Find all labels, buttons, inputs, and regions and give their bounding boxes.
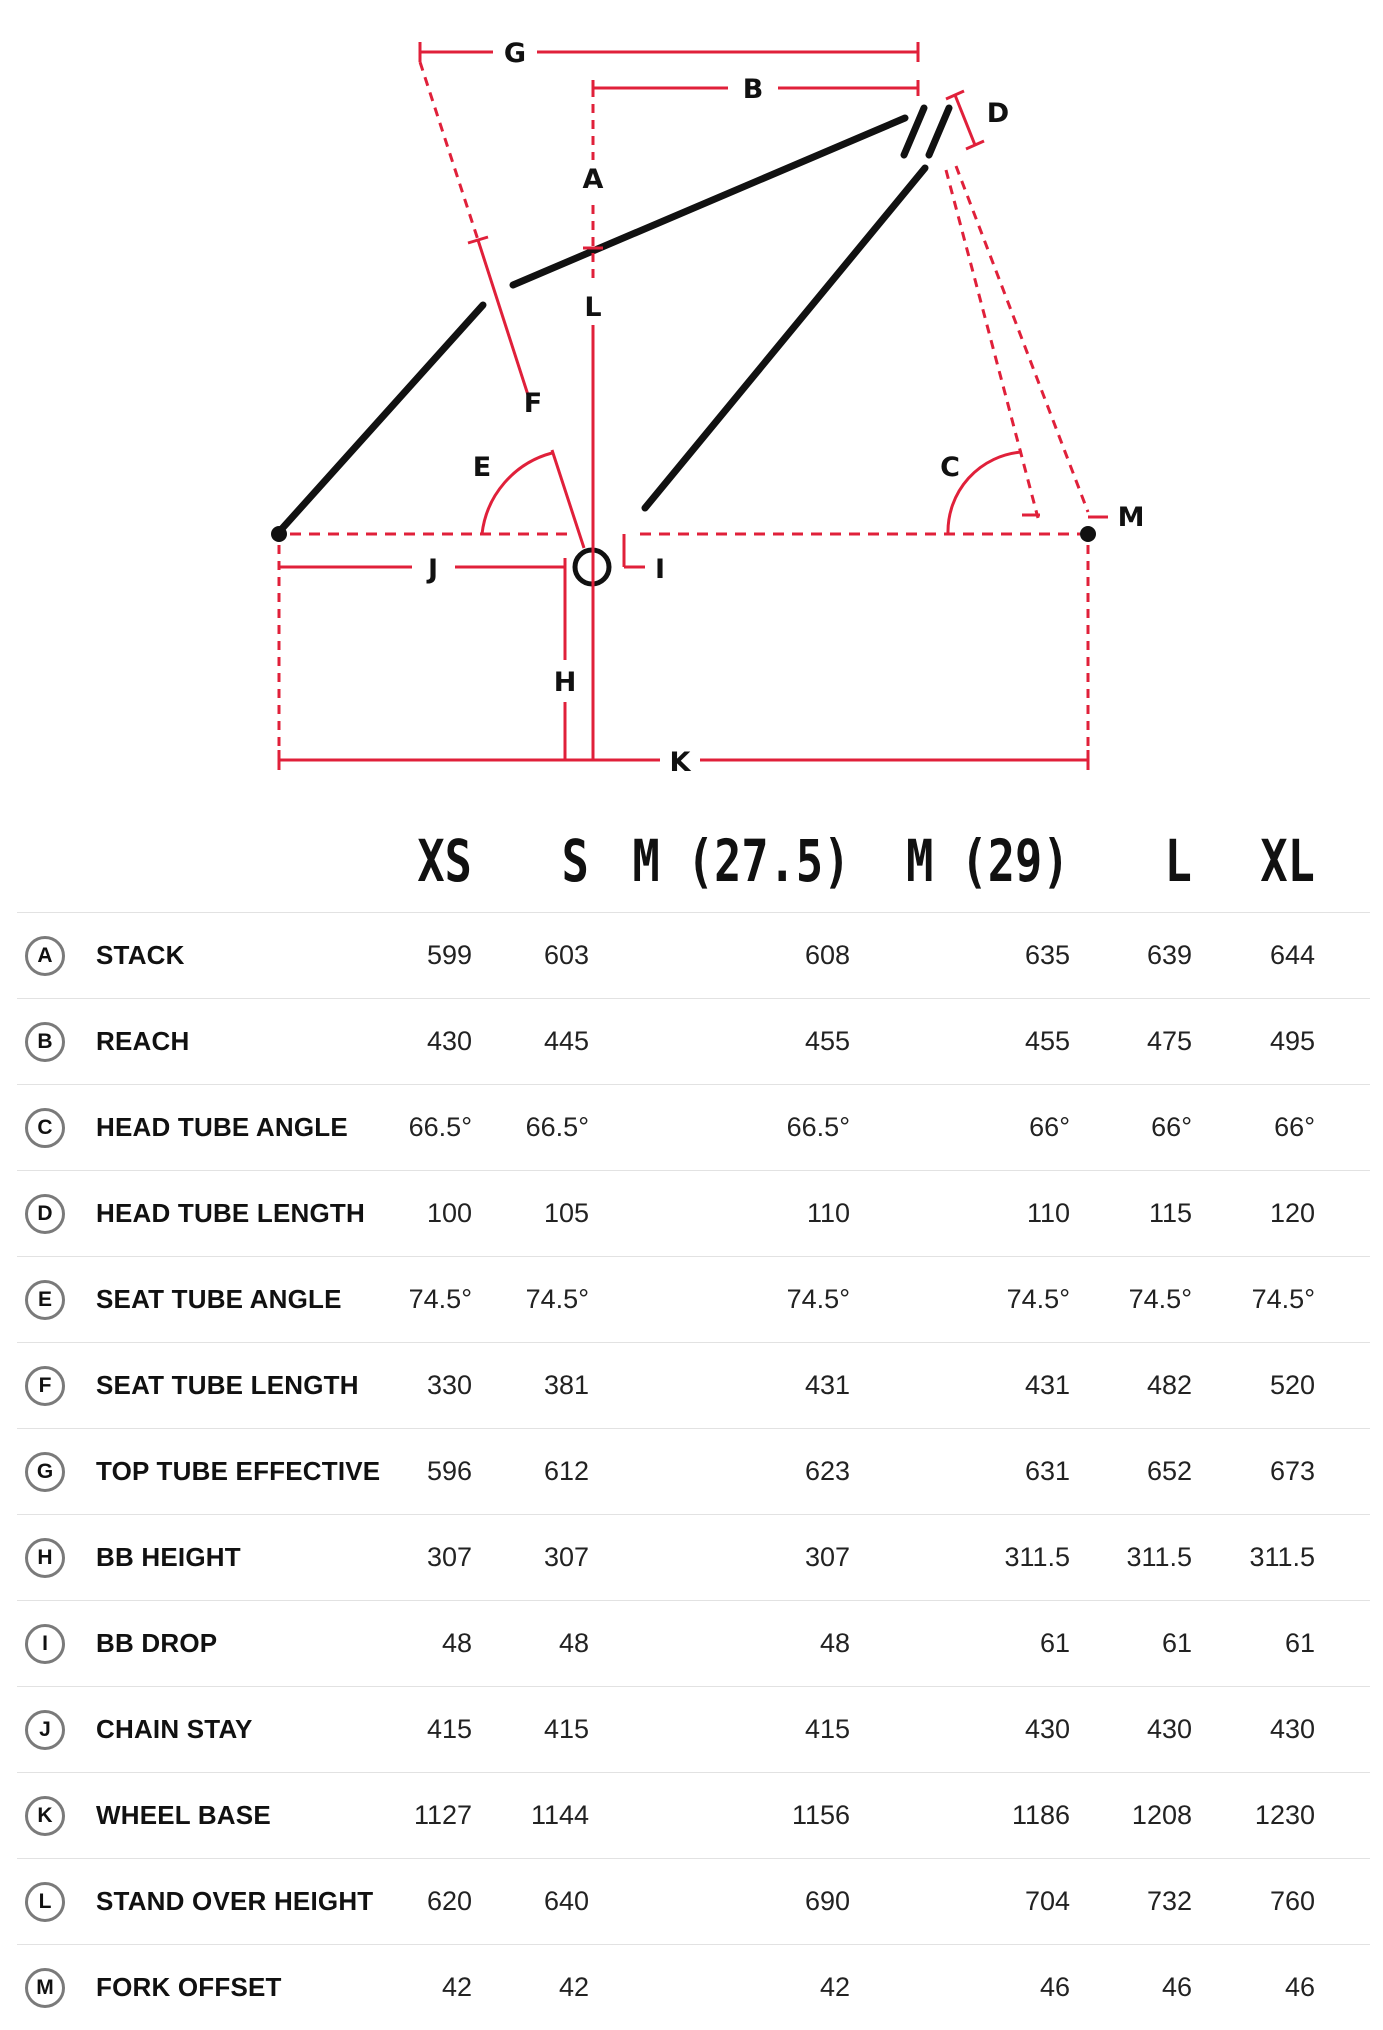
geometry-table [17,810,1370,2030]
front-axle-dot [1080,526,1096,542]
table-cell: 415 [543,1714,589,1744]
label-j: J [427,554,439,585]
row-label: TOP TUBE EFFECTIVE [96,1456,381,1486]
row-letter-badge: L [25,1882,65,1922]
table-cell: 74.5° [1128,1284,1192,1314]
row-letter-badge: G [25,1452,65,1492]
row-letter-badge: D [25,1194,65,1234]
table-cell: 455 [804,1026,850,1056]
table-cell: 311.5 [1004,1542,1070,1572]
table-row [17,1257,1370,1343]
table-cell: 612 [543,1456,589,1486]
table-cell: 475 [1146,1026,1192,1056]
table-cell: 311.5 [1126,1542,1192,1572]
row-letter-badge: K [25,1796,65,1836]
row-label: REACH [96,1026,190,1056]
size-header-row [17,810,1370,913]
size-header-xl: XL [1260,827,1315,895]
table-cell: 66.5° [786,1112,850,1142]
seat-stay [279,305,483,532]
label-a: A [582,164,604,195]
row-label: HEAD TUBE ANGLE [96,1112,348,1142]
table-cell: 455 [1024,1026,1070,1056]
table-cell: 74.5° [786,1284,850,1314]
row-letter-badge: I [25,1624,65,1664]
label-e: E [472,452,492,483]
label-k: K [669,747,691,778]
table-cell: 430 [1146,1714,1192,1744]
table-cell: 635 [1024,940,1070,970]
table-row [17,1085,1370,1171]
table-cell: 495 [1269,1026,1315,1056]
label-g: G [503,38,527,69]
row-letter-badge: C [25,1108,65,1148]
row-letter-badge: H [25,1538,65,1578]
table-cell: 42 [558,1972,589,2002]
row-letter-badge: E [25,1280,65,1320]
table-cell: 430 [426,1026,472,1056]
table-cell: 640 [543,1886,589,1916]
label-i: I [654,554,666,585]
table-cell: 652 [1146,1456,1192,1486]
row-letter-badge: B [25,1022,65,1062]
label-d: D [986,98,1010,129]
row-letter-badge: F [25,1366,65,1406]
row-label: BB HEIGHT [96,1542,241,1572]
table-row [17,1515,1370,1601]
table-cell: 1127 [413,1800,472,1830]
table-cell: 1186 [1011,1800,1070,1830]
table-row [17,913,1370,999]
bike-frame [279,108,949,532]
table-cell: 42 [819,1972,850,2002]
label-b: B [742,74,764,105]
table-cell: 74.5° [408,1284,472,1314]
table-row [17,999,1370,1085]
table-cell: 74.5° [525,1284,589,1314]
table-cell: 61 [1284,1628,1315,1658]
head-tube-marker-2 [929,108,949,155]
table-cell: 644 [1269,940,1315,970]
table-cell: 110 [806,1198,850,1228]
table-cell: 1208 [1131,1800,1192,1830]
head-tube-marker-1 [904,108,924,155]
table-cell: 61 [1039,1628,1070,1658]
table-cell: 431 [804,1370,850,1400]
table-row [17,1945,1370,2030]
table-cell: 732 [1146,1886,1192,1916]
table-cell: 599 [426,940,472,970]
table-cell: 105 [543,1198,589,1228]
table-row [17,1343,1370,1429]
table-cell: 42 [441,1972,472,2002]
geometry-rows [17,913,1370,2030]
row-label: CHAIN STAY [96,1714,253,1744]
table-row [17,1773,1370,1859]
table-row [17,1429,1370,1515]
table-cell: 639 [1146,940,1192,970]
label-h: H [553,667,577,698]
table-cell: 120 [1269,1198,1315,1228]
label-c: C [940,452,960,483]
label-f: F [523,388,543,419]
table-cell: 431 [1024,1370,1070,1400]
table-cell: 66.5° [525,1112,589,1142]
table-cell: 608 [804,940,850,970]
label-m: M [1117,502,1145,533]
table-cell: 307 [543,1542,589,1572]
row-letter-badge: A [25,936,65,976]
table-cell: 1230 [1254,1800,1315,1830]
table-cell: 115 [1148,1198,1192,1228]
table-cell: 48 [558,1628,589,1658]
table-cell: 620 [426,1886,472,1916]
table-cell: 415 [426,1714,472,1744]
size-header-xs: XS [417,827,472,895]
table-cell: 381 [543,1370,589,1400]
table-row [17,1859,1370,1945]
table-cell: 631 [1024,1456,1070,1486]
size-header-m-27-5: M (27.5) [632,827,850,895]
table-cell: 46 [1161,1972,1192,2002]
table-cell: 482 [1146,1370,1192,1400]
table-cell: 673 [1269,1456,1315,1486]
table-cell: 48 [441,1628,472,1658]
table-cell: 430 [1269,1714,1315,1744]
row-label: FORK OFFSET [96,1972,282,2002]
table-cell: 760 [1269,1886,1315,1916]
table-cell: 596 [426,1456,472,1486]
size-header-m-29: M (29) [906,827,1070,895]
table-cell: 48 [819,1628,850,1658]
table-cell: 110 [1026,1198,1070,1228]
table-cell: 704 [1024,1886,1070,1916]
table-cell: 46 [1039,1972,1070,2002]
table-cell: 66° [1274,1112,1315,1142]
table-row [17,1601,1370,1687]
table-cell: 623 [804,1456,850,1486]
down-tube [645,168,925,508]
table-cell: 46 [1284,1972,1315,2002]
table-row [17,1687,1370,1773]
row-letter-badge: J [25,1710,65,1750]
table-cell: 66° [1151,1112,1192,1142]
row-label: STAND OVER HEIGHT [96,1886,374,1916]
table-cell: 307 [426,1542,472,1572]
row-label: STACK [96,940,185,970]
row-label: WHEEL BASE [96,1800,271,1830]
rear-axle-dot [271,526,287,542]
table-cell: 330 [426,1370,472,1400]
table-cell: 307 [804,1542,850,1572]
table-cell: 66.5° [408,1112,472,1142]
size-header-l: L [1164,827,1192,895]
table-cell: 430 [1024,1714,1070,1744]
table-cell: 74.5° [1006,1284,1070,1314]
table-cell: 690 [804,1886,850,1916]
table-cell: 445 [543,1026,589,1056]
row-label: SEAT TUBE ANGLE [96,1284,342,1314]
row-label: HEAD TUBE LENGTH [96,1198,365,1228]
table-cell: 66° [1029,1112,1070,1142]
table-cell: 74.5° [1251,1284,1315,1314]
row-label: BB DROP [96,1628,218,1658]
table-cell: 1156 [791,1800,850,1830]
table-cell: 520 [1269,1370,1315,1400]
table-cell: 311.5 [1249,1542,1315,1572]
frame-geometry-diagram [0,0,1383,790]
table-row [17,1171,1370,1257]
dimension-lines [279,42,1108,770]
table-cell: 100 [426,1198,472,1228]
size-header-s: S [561,827,589,895]
row-letter-badge: M [25,1968,65,2008]
table-cell: 415 [804,1714,850,1744]
table-cell: 1144 [530,1800,589,1830]
row-label: SEAT TUBE LENGTH [96,1370,359,1400]
label-l: L [584,292,602,323]
table-cell: 61 [1161,1628,1192,1658]
table-cell: 603 [543,940,589,970]
